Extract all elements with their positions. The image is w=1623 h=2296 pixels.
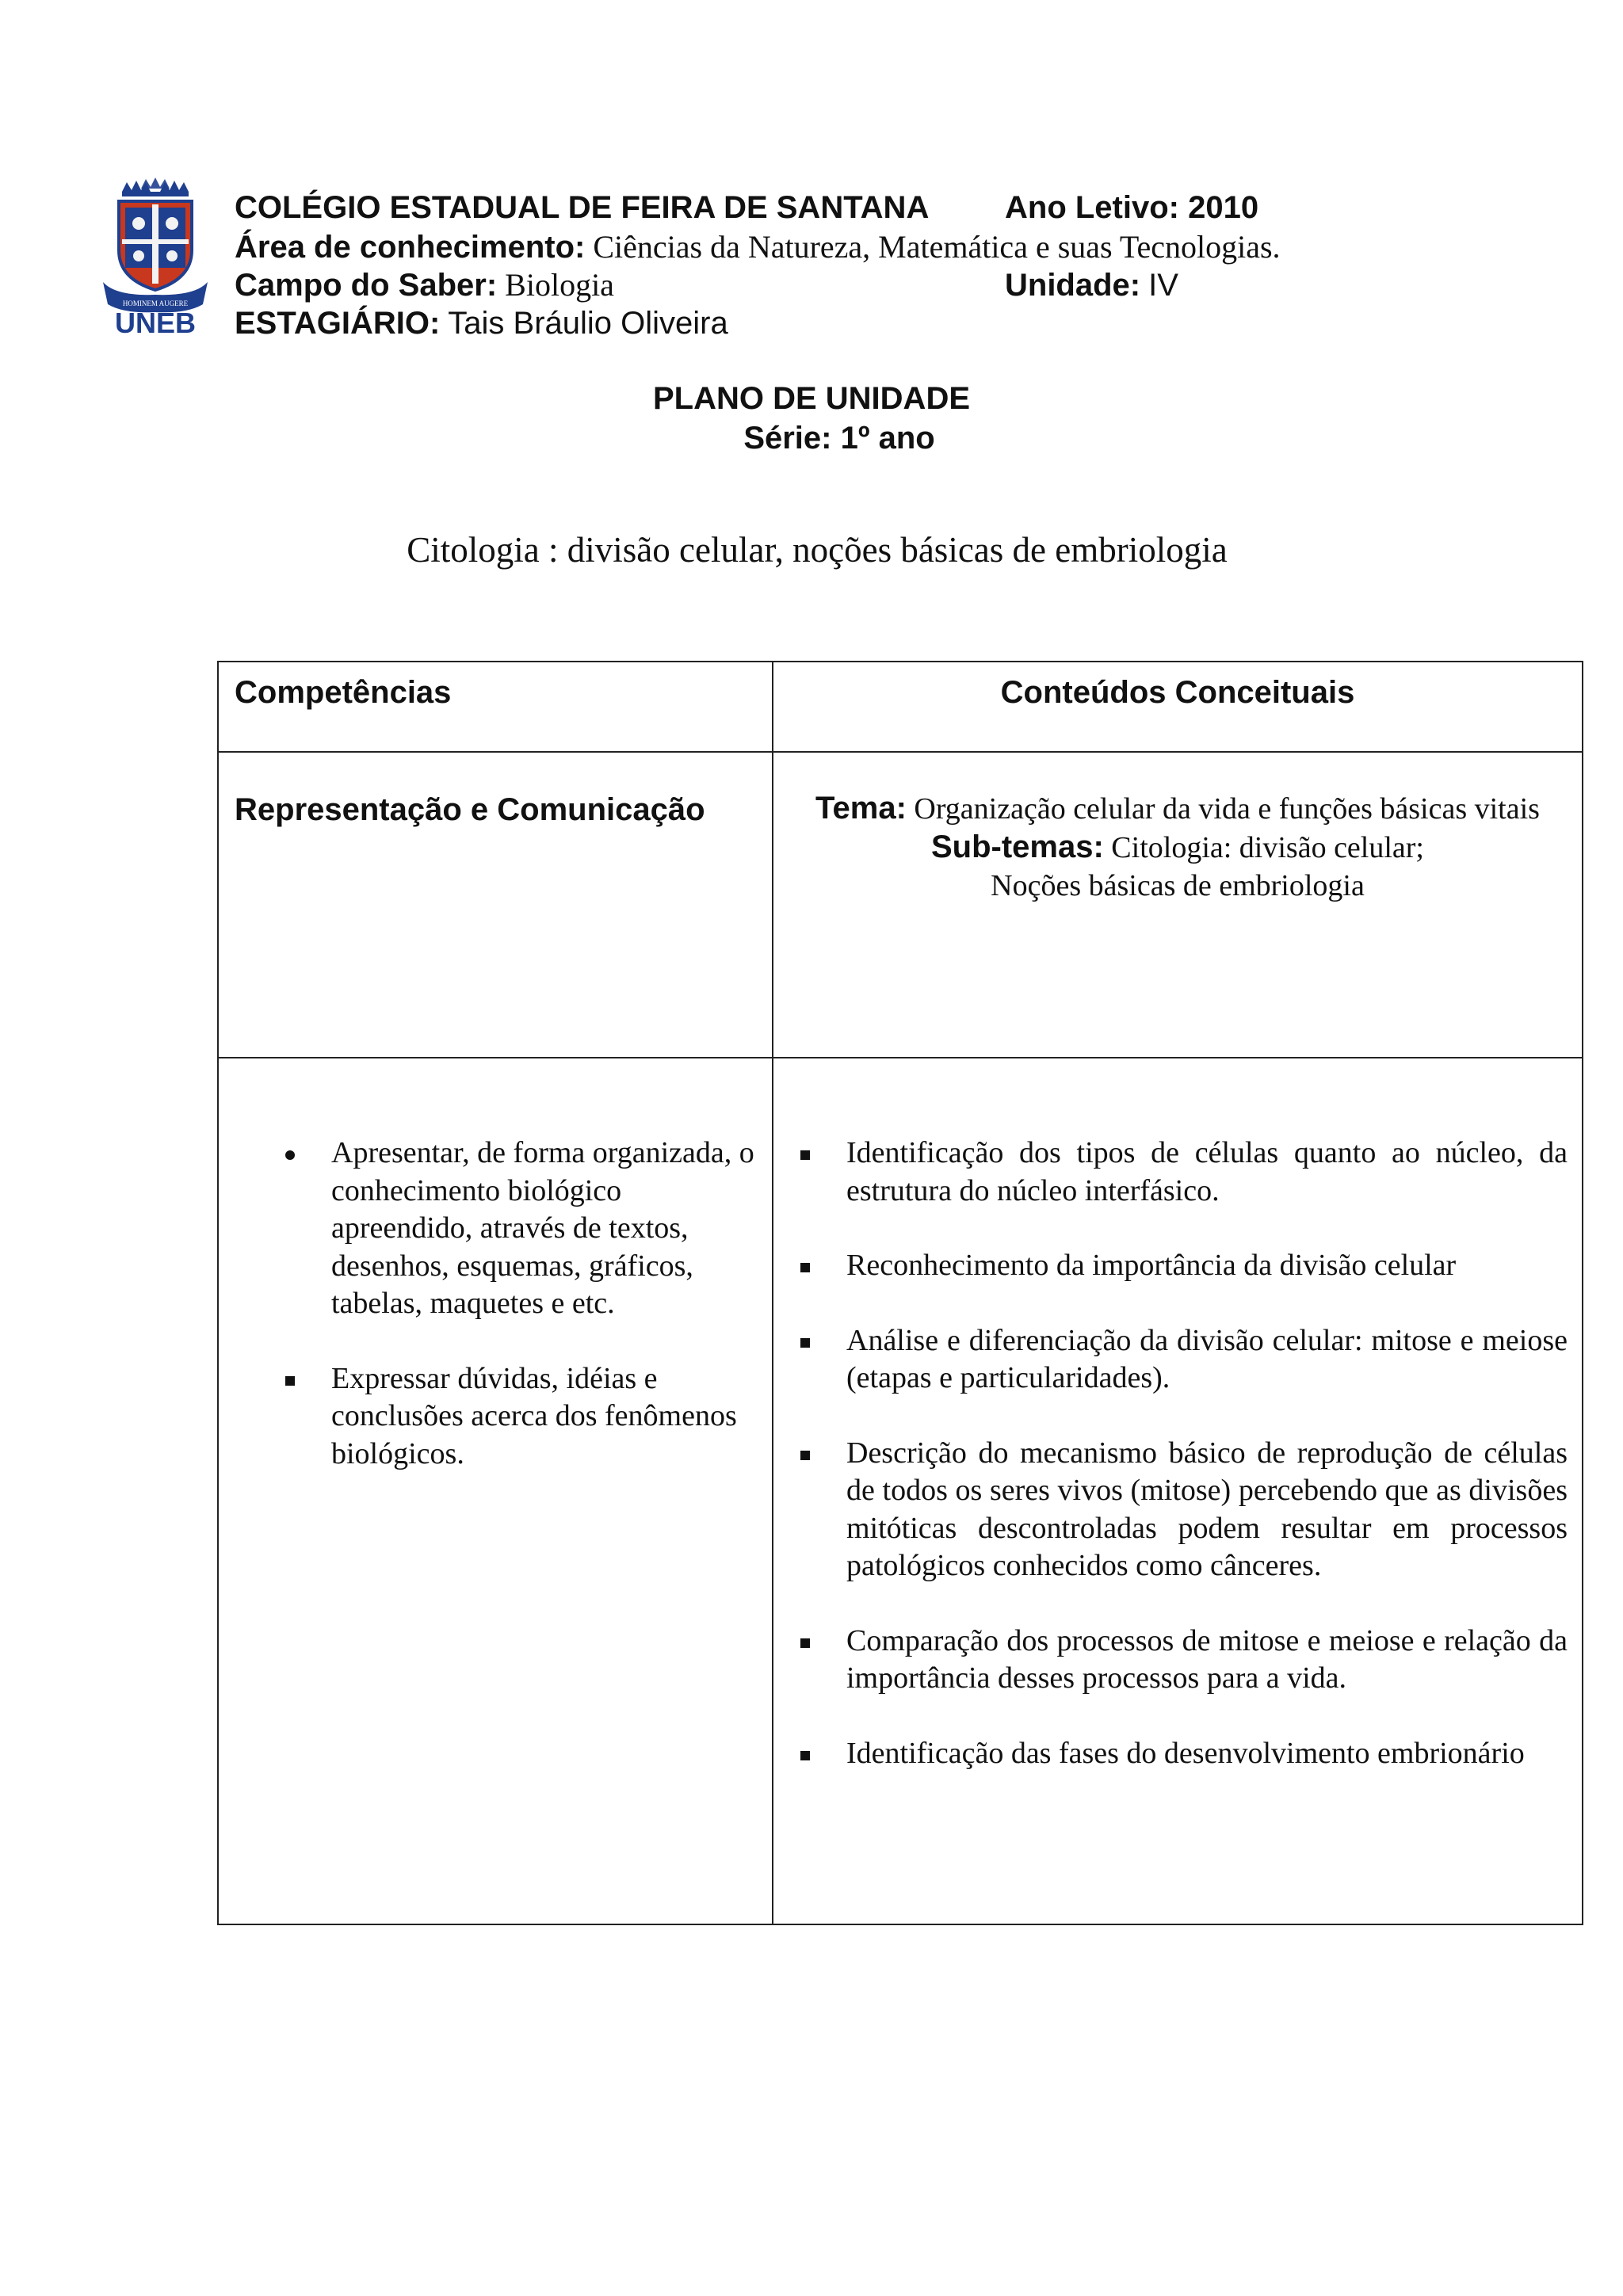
competencias-list [331,1135,758,1473]
area-label: Área de conhecimento: [235,230,586,265]
tema-value: Organização celular da vida e funções básicas vitais [914,792,1540,826]
bullet-dot-icon [285,1150,295,1160]
bullet-square-icon [800,1338,810,1348]
theme-cell [773,752,1583,1058]
estagiario-label: ESTAGIÁRIO: [235,306,441,341]
list-item: Descrição do mecanismo básico de reprodução de células de todos os seres vivos (mitose) percebendo que as divisões mitóticas descontroladas podem resultar em processos patológicos conhecidos como cânceres. [846,1435,1568,1585]
header-line-area [235,228,1582,266]
subtemas-value-1: Citologia: divisão celular; [1111,831,1424,864]
table-header-row [218,662,1583,752]
bullet-square-icon [800,1751,810,1760]
area-value: Ciências da Natureza, Matemática e suas Tecnologias. [593,229,1281,265]
col-header-competencias: Competências [218,662,773,752]
conteudos-list [846,1135,1568,1772]
svg-text:UNEB: UNEB [114,307,197,336]
bullet-square-icon [800,1451,810,1460]
competencias-cell [218,1058,773,1924]
list-item: Reconhecimento da importância da divisão celular [846,1247,1568,1285]
plan-heading: PLANO DE UNIDADE [652,381,971,416]
list-item: Identificação dos tipos de células quanto ao núcleo, da estrutura do núcleo interfásico. [846,1135,1568,1210]
plan-serie: Série: 1º ano [743,421,935,456]
header-line-school [235,190,1582,228]
estagiario-value: Tais Bráulio Oliveira [448,306,728,341]
bullet-square-icon [285,1376,295,1386]
plan-title [0,379,1623,458]
bullet-square-icon [800,1638,810,1648]
svg-text:HOMINEM AUGERE: HOMINEM AUGERE [122,299,189,307]
year-field: Ano Letivo: 2010 [1005,190,1259,225]
subtemas-line [773,828,1582,867]
table-content-row [218,1058,1583,1924]
list-item: Apresentar, de forma organizada, o conhecimento biológico apreendido, através de textos, desenhos, esquemas, gráficos, tabelas, maquetes e etc. [331,1135,758,1323]
campo-label: Campo do Saber: [235,268,498,303]
uneb-crest-icon [100,177,211,336]
table-theme-row [218,752,1583,1058]
campo-value: Biologia [505,267,614,303]
header-line-campo [235,266,1582,304]
document-header [235,190,1582,342]
bullet-square-icon [800,1150,810,1160]
list-item: Identificação das fases do desenvolvimento embrionário [846,1735,1568,1773]
school-name: COLÉGIO ESTADUAL DE FEIRA DE SANTANA [235,190,930,225]
conteudos-cell [773,1058,1583,1924]
competencia-group: Representação e Comunicação [218,752,773,1058]
bullet-square-icon [800,1263,810,1272]
unidade-label: Unidade: [1005,268,1141,303]
col-header-conteudos: Conteúdos Conceituais [773,662,1583,752]
list-item: Análise e diferenciação da divisão celular: mitose e meiose (etapas e particularidades). [846,1322,1568,1398]
tema-line [773,789,1582,828]
main-title: Citologia : divisão celular, noções básicas de embriologia [407,530,1228,570]
subtemas-line-2: Noções básicas de embriologia [991,869,1365,902]
header-line-estagiario [235,304,1582,342]
subtemas-label: Sub-temas: [930,830,1104,864]
tema-label: Tema: [815,791,907,826]
plan-table [217,661,1583,1925]
list-item: Comparação dos processos de mitose e meiose e relação da importância desses processos para a vida. [846,1623,1568,1698]
uneb-logo [100,177,211,336]
list-item: Expressar dúvidas, idéias e conclusões acerca dos fenômenos biológicos. [331,1360,758,1474]
unidade-value: IV [1148,268,1178,303]
